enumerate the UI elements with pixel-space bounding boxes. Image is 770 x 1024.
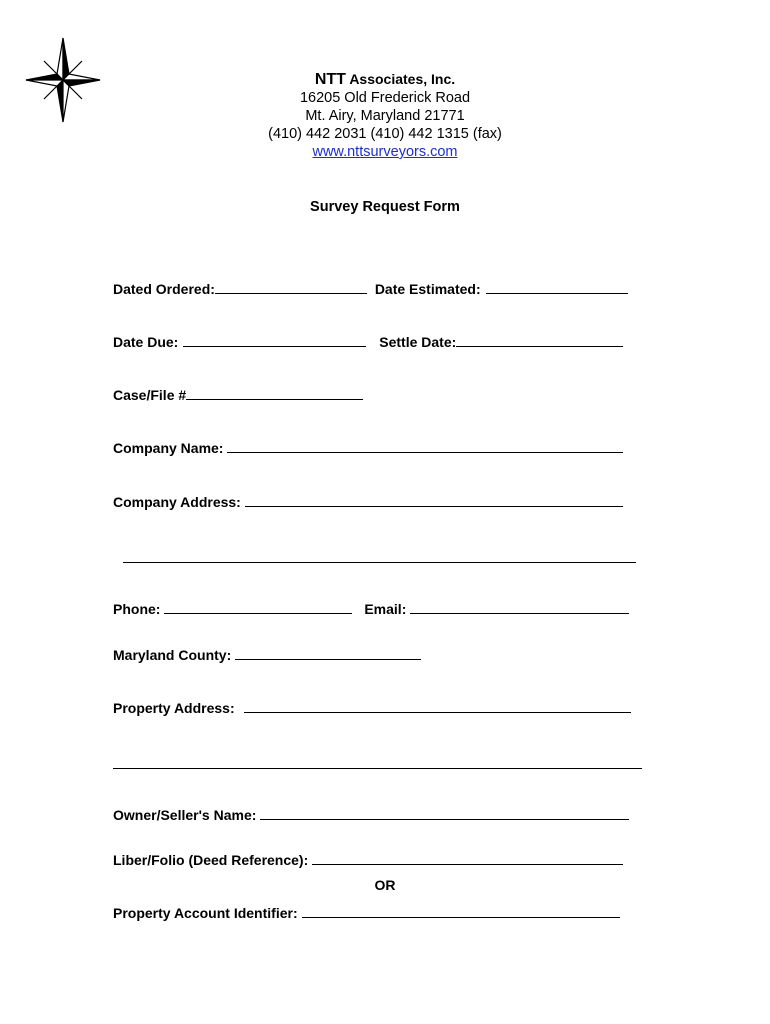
phone-label: Phone: [113,601,161,617]
case-file-field[interactable] [186,385,363,400]
company-name: NTT Associates, Inc. [314,71,456,88]
row-dates-ordered [113,279,628,299]
date-due-field[interactable] [183,332,366,347]
date-due-label: Date Due: [113,334,179,350]
row-case-file [113,385,363,405]
property-address-line-2[interactable] [113,768,642,769]
case-file-label: Case/File # [113,387,187,403]
row-owner-seller [113,805,629,825]
maryland-county-label: Maryland County: [113,647,232,663]
property-address-label: Property Address: [113,700,235,716]
settle-date-label: Settle Date: [379,334,457,350]
company-address-field[interactable] [245,492,623,507]
form-title: Survey Request Form [310,199,460,215]
company-phones: (410) 442 2031 (410) 442 1315 (fax) [268,126,502,142]
row-phone-email [113,599,629,619]
company-name-label: Company Name: [113,440,224,456]
dated-ordered-label: Dated Ordered: [113,281,215,297]
row-liber-folio [113,850,623,870]
property-address-field[interactable] [244,698,631,713]
compass-star-logo [24,36,102,124]
liber-folio-label: Liber/Folio (Deed Reference): [113,852,309,868]
company-street: 16205 Old Frederick Road [299,90,471,106]
company-name-field[interactable] [227,438,623,453]
dated-ordered-field[interactable] [215,279,367,294]
email-field[interactable] [410,599,629,614]
property-account-label: Property Account Identifier: [113,905,298,921]
property-account-field[interactable] [302,903,620,918]
phone-field[interactable] [164,599,352,614]
company-city: Mt. Airy, Maryland 21771 [305,108,465,124]
row-maryland-county [113,645,421,665]
company-header [185,70,585,161]
email-label: Email: [364,601,407,617]
row-company-name [113,438,623,458]
company-address-label: Company Address: [113,494,241,510]
company-address-line-2[interactable] [123,562,636,563]
owner-seller-field[interactable] [260,805,629,820]
row-property-address [113,698,631,718]
date-estimated-field[interactable] [486,279,628,294]
settle-date-field[interactable] [456,332,623,347]
website-link[interactable]: www.nttsurveyors.com [312,144,458,160]
maryland-county-field[interactable] [235,645,421,660]
owner-seller-label: Owner/Seller's Name: [113,807,257,823]
liber-folio-field[interactable] [312,850,623,865]
row-date-due [113,332,623,352]
row-property-account [113,903,620,923]
row-company-address [113,492,623,512]
or-separator: OR [374,877,396,893]
date-estimated-label: Date Estimated: [374,281,481,297]
